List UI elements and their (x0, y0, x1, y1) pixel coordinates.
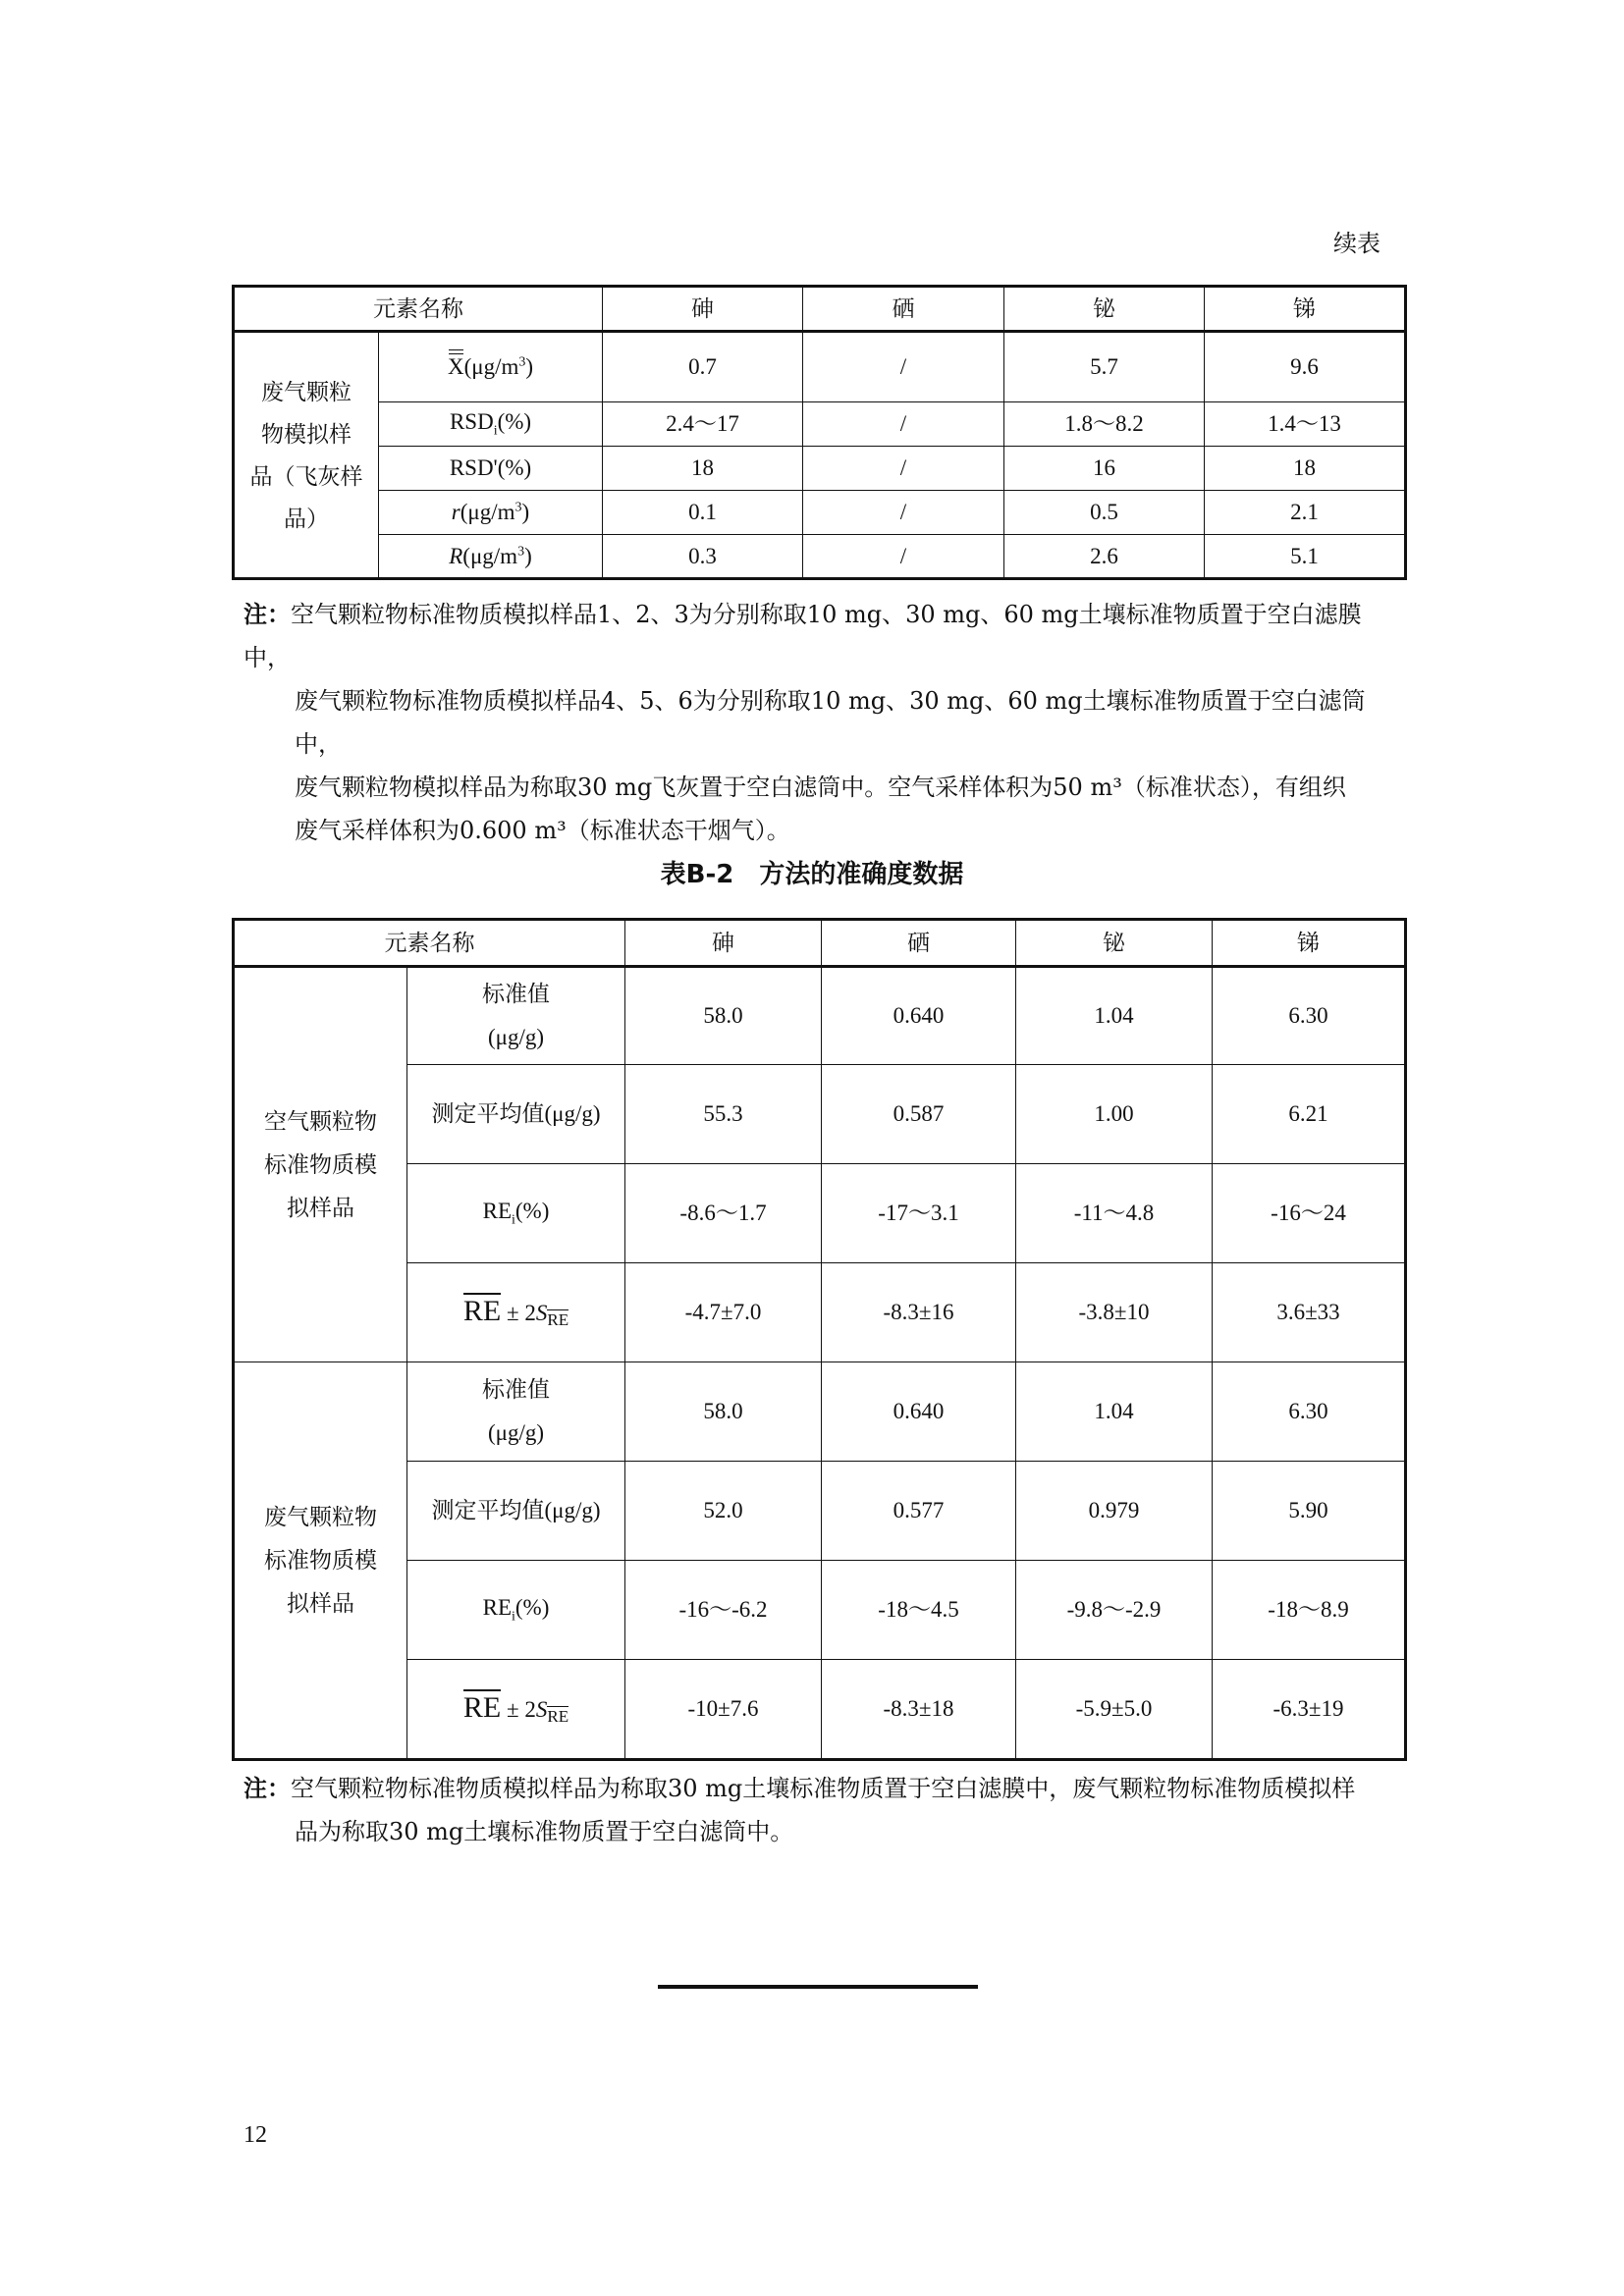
header-element-name: 元素名称 (234, 920, 625, 967)
table-row (234, 1164, 1406, 1263)
note-line: 空气颗粒物标准物质模拟样品1、2、3为分别称取10 mg、30 mg、60 mg土壤标准物质置于空白滤膜中， (244, 601, 1362, 671)
header-arsenic: 砷 (625, 920, 822, 967)
cell: 5.7 (1004, 332, 1205, 402)
table-row (234, 1462, 1406, 1561)
table-row (234, 1561, 1406, 1660)
row-label-mean: $X(\mu g/m^3)$ (379, 332, 603, 402)
footer-rule (658, 1985, 978, 1989)
note-label: 注： (244, 1775, 291, 1802)
cell: 52.0 (625, 1462, 822, 1561)
header-antimony: 锑 (1213, 920, 1406, 967)
cell: 0.587 (822, 1065, 1016, 1164)
cell: 6.30 (1213, 967, 1406, 1065)
cell: -17～3.1 (822, 1164, 1016, 1263)
note-line: 废气采样体积为0.600 m³（标准状态干烟气）。 (295, 817, 790, 844)
header-selenium: 硒 (822, 920, 1016, 967)
table-row (234, 1065, 1406, 1164)
group-label-flyash (234, 332, 379, 579)
header-selenium: 硒 (803, 287, 1004, 332)
note-line: 废气颗粒物标准物质模拟样品4、5、6为分别称取10 mg、30 mg、60 mg土壤标准物质置于空白滤筒中， (295, 687, 1366, 758)
header-bismuth: 铋 (1004, 287, 1205, 332)
group-line: 物模拟样 (261, 421, 352, 447)
cell: 0.640 (822, 1362, 1016, 1462)
group-line: 标准物质模 (264, 1151, 377, 1177)
group-label-exhaust (234, 1362, 407, 1760)
group-line: 空气颗粒物 (264, 1108, 377, 1134)
accuracy-table (232, 918, 1407, 1761)
cell: 18 (603, 447, 803, 491)
row-label-rsd-prime: RSD'(%) (379, 447, 603, 491)
header-arsenic: 砷 (603, 287, 803, 332)
cell: 18 (1205, 447, 1406, 491)
cell: / (803, 332, 1004, 402)
cell: -6.3±19 (1213, 1660, 1406, 1760)
row-label-reproducibility: $R(\mu g/m^3)$ (379, 535, 603, 579)
row-label-repeatability: $r(\mu g/m^3)$ (379, 491, 603, 535)
cell: 55.3 (625, 1065, 822, 1164)
cell: -16～-6.2 (625, 1561, 822, 1660)
row-label-rei: $RE_i(\%)$ (407, 1164, 625, 1263)
cell: / (803, 535, 1004, 579)
cell: / (803, 447, 1004, 491)
group-line: 废气颗粒物 (264, 1504, 377, 1529)
cell: -16～24 (1213, 1164, 1406, 1263)
cell: -8.6～1.7 (625, 1164, 822, 1263)
cell: -5.9±5.0 (1016, 1660, 1213, 1760)
table1-note (244, 593, 1392, 852)
note-line: 空气颗粒物标准物质模拟样品为称取30 mg土壤标准物质置于空白滤膜中，废气颗粒物标准物质模拟样 (291, 1775, 1356, 1802)
table-row (234, 967, 1406, 1065)
table2-note (244, 1767, 1392, 1853)
cell: 0.640 (822, 967, 1016, 1065)
cell: 0.3 (603, 535, 803, 579)
table-row (234, 491, 1406, 535)
note-label: 注： (244, 601, 291, 628)
row-label-measured-mean: 测定平均值(μg/g) (407, 1462, 625, 1561)
cell: 1.04 (1016, 967, 1213, 1065)
row-label-re-mean-2s: RE ± $2S_{RE}$ (407, 1263, 625, 1362)
note-line: 废气颗粒物模拟样品为称取30 mg飞灰置于空白滤筒中。空气采样体积为50 m³（标准状态），有组织 (295, 774, 1346, 801)
row-label-measured-mean: 测定平均值(μg/g) (407, 1065, 625, 1164)
table-row (234, 1362, 1406, 1462)
table2-header-row (234, 920, 1406, 967)
precision-table-continued (232, 285, 1407, 580)
table-row (234, 535, 1406, 579)
cell: 0.5 (1004, 491, 1205, 535)
cell: 58.0 (625, 1362, 822, 1462)
row-label-standard-value: 标准值 (μg/g) (407, 1362, 625, 1462)
group-line: 品） (284, 506, 329, 531)
group-line: 废气颗粒 (261, 379, 352, 404)
cell: 9.6 (1205, 332, 1406, 402)
row-label-standard-value: 标准值 (μg/g) (407, 967, 625, 1065)
table-row (234, 1263, 1406, 1362)
cell: -8.3±18 (822, 1660, 1016, 1760)
cell: 5.90 (1213, 1462, 1406, 1561)
cell: 6.21 (1213, 1065, 1406, 1164)
cell: 0.7 (603, 332, 803, 402)
group-line: 拟样品 (287, 1590, 354, 1616)
group-line: 标准物质模 (264, 1547, 377, 1573)
continued-label: 续表 (1333, 230, 1380, 257)
cell: 1.8～8.2 (1004, 402, 1205, 447)
cell: 1.00 (1016, 1065, 1213, 1164)
cell: 16 (1004, 447, 1205, 491)
group-line: 品（飞灰样 (249, 463, 363, 489)
cell: / (803, 402, 1004, 447)
cell: 3.6±33 (1213, 1263, 1406, 1362)
table-row (234, 447, 1406, 491)
cell: -8.3±16 (822, 1263, 1016, 1362)
page-number: 12 (244, 2122, 267, 2148)
cell: 2.1 (1205, 491, 1406, 535)
table-row (234, 1660, 1406, 1760)
cell: 2.6 (1004, 535, 1205, 579)
table-row (234, 332, 1406, 402)
table1-header-row (234, 287, 1406, 332)
row-label-rei: $RE_i(\%)$ (407, 1561, 625, 1660)
cell: 2.4～17 (603, 402, 803, 447)
note-line: 品为称取30 mg土壤标准物质置于空白滤筒中。 (295, 1818, 794, 1845)
cell: / (803, 491, 1004, 535)
cell: -11～4.8 (1016, 1164, 1213, 1263)
cell: 1.4～13 (1205, 402, 1406, 447)
cell: 0.979 (1016, 1462, 1213, 1561)
row-label-rsdi: $RSD_i(\%)$ (379, 402, 603, 447)
cell: -10±7.6 (625, 1660, 822, 1760)
cell: 5.1 (1205, 535, 1406, 579)
cell: -18～8.9 (1213, 1561, 1406, 1660)
cell: 0.1 (603, 491, 803, 535)
table-row (234, 402, 1406, 447)
header-bismuth: 铋 (1016, 920, 1213, 967)
header-antimony: 锑 (1205, 287, 1406, 332)
cell: -18～4.5 (822, 1561, 1016, 1660)
cell: -9.8～-2.9 (1016, 1561, 1213, 1660)
row-label-re-mean-2s: RE ± $2S_{RE}$ (407, 1660, 625, 1760)
cell: -3.8±10 (1016, 1263, 1213, 1362)
cell: 58.0 (625, 967, 822, 1065)
cell: 1.04 (1016, 1362, 1213, 1462)
group-label-air (234, 967, 407, 1362)
cell: 6.30 (1213, 1362, 1406, 1462)
table2-title: 表B-2 方法的准确度数据 (660, 860, 964, 889)
cell: -4.7±7.0 (625, 1263, 822, 1362)
group-line: 拟样品 (287, 1195, 354, 1220)
header-element-name: 元素名称 (234, 287, 603, 332)
cell: 0.577 (822, 1462, 1016, 1561)
